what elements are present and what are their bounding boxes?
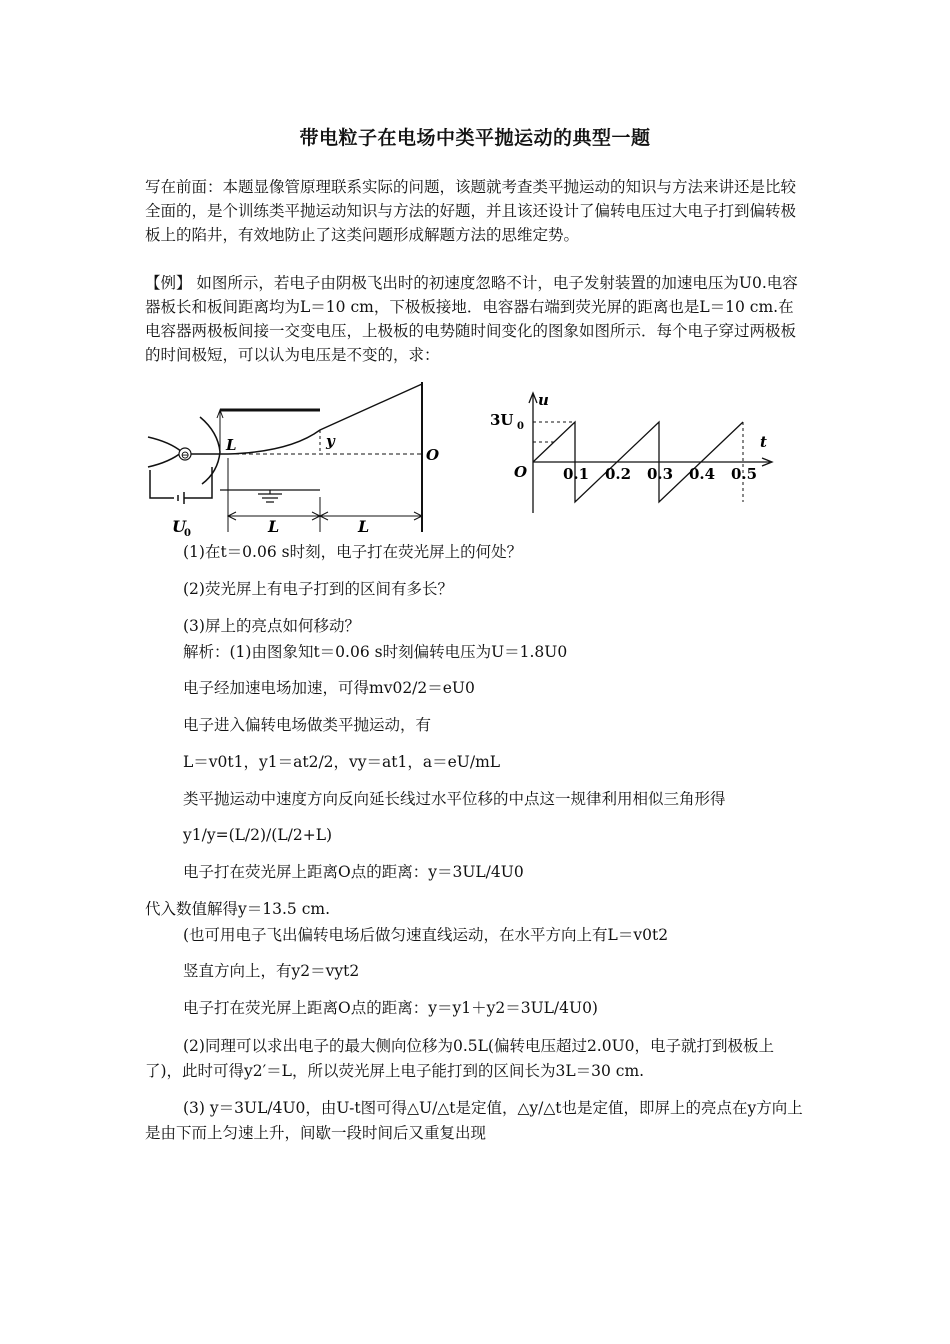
- y-mark-label: 3U: [490, 411, 514, 429]
- label-U0-sub: 0: [184, 528, 191, 539]
- solution-line-11: 电子打在荧光屏上距离O点的距离：y＝y1＋y2＝3UL/4U0): [183, 999, 598, 1017]
- circuit-wire-left: [150, 470, 174, 498]
- y-mark-sub: 0: [517, 421, 524, 432]
- solution-paragraph-13: (3) y＝3UL/4U0，由U-t图可得△U/△t是定值，△y/△t也是定值，即屏上的亮点在y方向上是由下而上匀速上升，间歇一段时间后又重复出现: [145, 1099, 803, 1142]
- circuit-wire-right: [184, 467, 212, 498]
- solution-line-1: 解析：(1)由图象知t＝0.06 s时刻偏转电压为U＝1.8U0: [183, 643, 568, 661]
- example-paragraph: 【例】 如图所示，若电子由阴极飞出时的初速度忽略不计，电子发射装置的加速电压为U0.电容器板长和板间距离均为L＝10 cm，下极板接地．电容器右端到荧光屏的距离也是L＝10 cm.在电容器两极板间接一交变电压，上极板的电势随时间变化的图象如图所示．每个电子穿过两极板的时间极短，可以认为电压是不变的，求：: [145, 274, 798, 364]
- x-tick-label: 0.1: [563, 465, 590, 483]
- ground-symbol: [258, 490, 282, 502]
- solution-line-3: 电子进入偏转电场做类平抛运动，有: [183, 716, 432, 734]
- question-3: (3)屏上的亮点如何移动？: [183, 617, 360, 635]
- solution-line-9: (也可用电子飞出偏转电场后做匀速直线运动，在水平方向上有L＝v0t2: [183, 926, 669, 944]
- x-tick-label: 0.3: [647, 465, 674, 483]
- x-axis-label: t: [760, 433, 767, 451]
- x-tick-label: 0.5: [731, 465, 758, 483]
- intro-paragraph: 写在前面：本题显像管原理联系实际的问题，该题就考查类平抛运动的知识与方法来讲还是比较全面的，是个训练类平抛运动知识与方法的好题，并且该还设计了偏转电压过大电子打到偏转极板上的陷井，有效地防止了这类问题形成解题方法的思维定势。: [145, 178, 797, 244]
- label-O: O: [426, 446, 440, 464]
- solution-line-8: 代入数值解得y＝13.5 cm.: [145, 900, 331, 918]
- solution-line-2: 电子经加速电场加速，可得mv02/2＝eU0: [183, 679, 475, 697]
- x-tick-label: 0.2: [605, 465, 632, 483]
- solution-line-7: 电子打在荧光屏上距离O点的距离：y＝3UL/4U0: [183, 863, 524, 881]
- origin-label: O: [514, 463, 528, 481]
- solution-line-10: 竖直方向上，有y2＝vyt2: [183, 962, 360, 980]
- question-1: (1)在t＝0.06 s时刻，电子打在荧光屏上的何处？: [183, 543, 523, 561]
- solution-paragraph-12: (2)同理可以求出电子的最大侧向位移为0.5L(偏转电压超过2.0U0，电子就打到极板上了)，此时可得y2′＝L，所以荧光屏上电子能打到的区间长为3L＝30 cm.: [145, 1037, 775, 1080]
- apparatus-diagram: [140, 372, 440, 542]
- label-L-first: L: [268, 517, 280, 536]
- cathode-curve-top: [148, 437, 182, 452]
- trajectory-curve: [228, 384, 422, 454]
- label-y: y: [326, 432, 335, 450]
- solution-line-4: L＝v0t1，y1＝at2/2，vy＝at1，a＝eU/mL: [183, 753, 501, 771]
- label-L-plate: L: [226, 436, 237, 454]
- voltage-time-chart: [488, 385, 788, 520]
- cathode-curve-bottom: [148, 452, 182, 467]
- label-L-second: L: [358, 517, 370, 536]
- x-tick-label: 0.4: [689, 465, 716, 483]
- solution-line-5: 类平抛运动中速度方向反向延长线过水平位移的中点这一规律利用相似三角形得: [183, 790, 726, 808]
- solution-line-6: y1/y=(L/2)/(L/2+L): [183, 826, 333, 844]
- label-U0: U: [172, 517, 186, 536]
- page-title: 带电粒子在电场中类平抛运动的典型一题: [299, 127, 651, 149]
- y-axis-label: u: [538, 391, 549, 409]
- anode-curve: [200, 417, 220, 484]
- question-2: (2)荧光屏上有电子打到的区间有多长？: [183, 580, 453, 598]
- electron-symbol: ⊖: [180, 448, 190, 462]
